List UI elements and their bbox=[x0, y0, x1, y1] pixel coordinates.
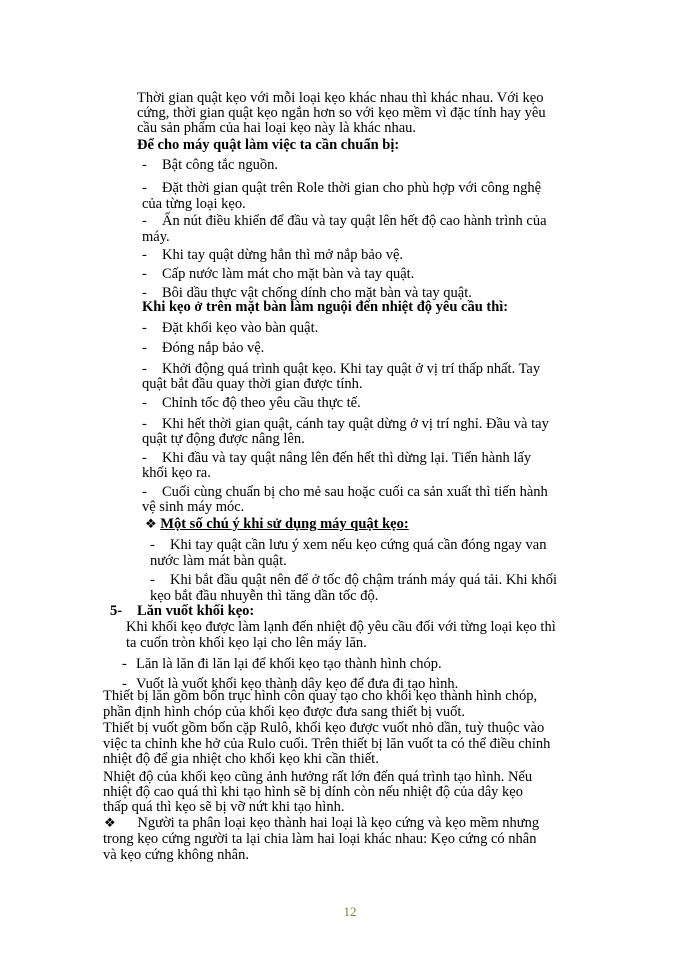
dash-bullet: - bbox=[142, 180, 147, 196]
list-item: - Lăn là lăn đi lăn lại để khối kẹo tạo thành hình chóp. bbox=[122, 656, 442, 672]
dash-bullet: - bbox=[142, 416, 147, 432]
paragraph-line: phần định hình chóp của khối kẹo được đưa sang thiết bị vuốt. bbox=[103, 704, 466, 720]
list-item: - Khi tay quật cần lưu ý xem nếu kẹo cứng quá cần đóng ngay van bbox=[150, 537, 547, 553]
list-item: - Khi bắt đầu quật nên để ở tốc độ chậm tránh máy quá tải. Khi khối bbox=[150, 572, 557, 588]
dash-bullet: - bbox=[142, 361, 147, 377]
paragraph-line: Thời gian quật kẹo với mỗi loại kẹo khác nhau thì khác nhau. Với kẹo bbox=[137, 90, 544, 106]
paragraph-line: nhiệt độ cao quá thì khi tạo hình sẽ bị dính còn nếu nhiệt độ của dây kẹo bbox=[103, 784, 523, 800]
list-item: - Cấp nước làm mát cho mặt bàn và tay quật. bbox=[142, 266, 415, 282]
dash-bullet: - bbox=[142, 484, 147, 500]
dash-bullet: - bbox=[142, 450, 147, 466]
dash-bullet: - bbox=[142, 213, 147, 229]
list-item-continuation: vệ sinh máy móc. bbox=[142, 499, 245, 515]
list-item: - Vuốt là vuốt khối kẹo thành dây kẹo để đưa đi tạo hình. bbox=[122, 676, 459, 692]
section-heading: Để cho máy quật làm việc ta cần chuẩn bị: bbox=[137, 137, 400, 153]
list-item: - Khi đầu và tay quật nâng lên đến hết thì dừng lại. Tiến hành lấy bbox=[142, 450, 532, 466]
list-item: - Đóng nắp bảo vệ. bbox=[142, 340, 265, 356]
list-item: - Bật công tắc nguồn. bbox=[142, 157, 278, 173]
dash-bullet: - bbox=[150, 572, 155, 588]
dash-bullet: - bbox=[142, 340, 147, 356]
dash-bullet: - bbox=[142, 266, 147, 282]
dash-bullet: - bbox=[142, 395, 147, 411]
paragraph-line: Khi khối kẹo được làm lạnh đến nhiệt độ yêu cầu đối với từng loại kẹo thì bbox=[126, 619, 556, 635]
list-item: - Chỉnh tốc độ theo yêu cầu thực tế. bbox=[142, 395, 361, 411]
dash-bullet: - bbox=[150, 537, 155, 553]
list-item-continuation: kẹo bắt đầu nhuyễn thì tăng dần tốc độ. bbox=[150, 588, 379, 604]
paragraph-line: Thiết bị lăn gồm bốn trục hình côn quay tạo cho khối kẹo thành hình chóp, bbox=[103, 688, 538, 704]
paragraph-line: Thiết bị vuốt gồm bốn cặp Rulô, khối kẹo được vuốt nhỏ dần, tuỳ thuộc vào bbox=[103, 720, 545, 736]
dash-bullet: - bbox=[122, 676, 127, 692]
list-item-continuation: khối kẹo ra. bbox=[142, 465, 211, 481]
section-number: 5- bbox=[110, 603, 123, 619]
diamond-bullet-icon: ❖ bbox=[104, 816, 116, 831]
dash-bullet: - bbox=[142, 157, 147, 173]
paragraph-line: việc ta chỉnh khe hở của Rulo cuối. Trên thiết bị lăn vuốt ta có thể điều chỉnh bbox=[103, 736, 551, 752]
list-item: - Cuối cùng chuẩn bị cho mẻ sau hoặc cuối ca sản xuất thì tiến hành bbox=[142, 484, 548, 500]
dash-bullet: - bbox=[142, 247, 147, 263]
list-item: - Khi hết thời gian quật, cánh tay quật dừng ở vị trí nghỉ. Đầu và tay bbox=[142, 416, 549, 432]
list-item: - Bôi dầu thực vật chống dính cho mặt bàn và tay quật. bbox=[142, 285, 472, 301]
diamond-bullet-icon: ❖ bbox=[145, 517, 157, 532]
section-heading: Khi kẹo ở trên mặt bàn làm nguội đến nhiệt độ yêu cầu thì: bbox=[142, 299, 509, 315]
paragraph-line: và kẹo cứng không nhân. bbox=[103, 847, 249, 863]
list-item: - Khởi động quá trình quật kẹo. Khi tay quật ở vị trí thấp nhất. Tay bbox=[142, 361, 541, 377]
list-item: - Khi tay quật dừng hẳn thì mở nắp bảo vệ. bbox=[142, 247, 404, 263]
list-item: - Ấn nút điều khiển để đầu và tay quật lên hết độ cao hành trình của bbox=[142, 213, 547, 229]
paragraph-line: Nhiệt độ của khối kẹo cũng ảnh hưởng rất lớn đến quá trình tạo hình. Nếu bbox=[103, 769, 533, 785]
dash-bullet: - bbox=[122, 656, 127, 672]
paragraph-line: ta cuốn tròn khối kẹo lại cho lên máy lăn. bbox=[126, 635, 367, 651]
list-item: - Đặt thời gian quật trên Role thời gian cho phù hợp với công nghệ bbox=[142, 180, 542, 196]
list-item-continuation: nước làm mát bàn quật. bbox=[150, 553, 287, 569]
dash-bullet: - bbox=[142, 285, 147, 301]
paragraph-line: thấp quá thì kẹo sẽ bị vỡ nứt khi tạo hình. bbox=[103, 799, 345, 815]
paragraph-line: ❖ Người ta phân loại kẹo thành hai loại là kẹo cứng và kẹo mềm nhưng bbox=[104, 815, 540, 831]
paragraph-line: nhiệt độ để gia nhiệt cho khối kẹo khi cần thiết. bbox=[103, 751, 379, 767]
dash-bullet: - bbox=[142, 320, 147, 336]
list-item: - Đặt khối kẹo vào bàn quật. bbox=[142, 320, 319, 336]
section-title: Lăn vuốt khối kẹo: bbox=[137, 603, 255, 619]
paragraph-line: cầu sản phẩm của hai loại kẹo này là khác nhau. bbox=[137, 120, 417, 136]
list-item-continuation: của từng loại kẹo. bbox=[142, 196, 246, 212]
list-item-continuation: quật bắt đầu quay thời gian được tính. bbox=[142, 376, 363, 392]
note-heading: ❖ Một số chú ý khi sử dụng máy quật kẹo: bbox=[145, 516, 409, 532]
list-item-continuation: quật tự động được nâng lên. bbox=[142, 431, 305, 447]
paragraph-line: cứng, thời gian quật kẹo ngắn hơn so với kẹo mềm vì đặc tính hay yêu bbox=[137, 105, 546, 121]
paragraph-line: trong kẹo cứng người ta lại chia làm hai loại khác nhau: Kẹo cứng có nhân bbox=[103, 831, 537, 847]
page-number: 12 bbox=[343, 904, 357, 919]
list-item-continuation: máy. bbox=[142, 229, 170, 245]
